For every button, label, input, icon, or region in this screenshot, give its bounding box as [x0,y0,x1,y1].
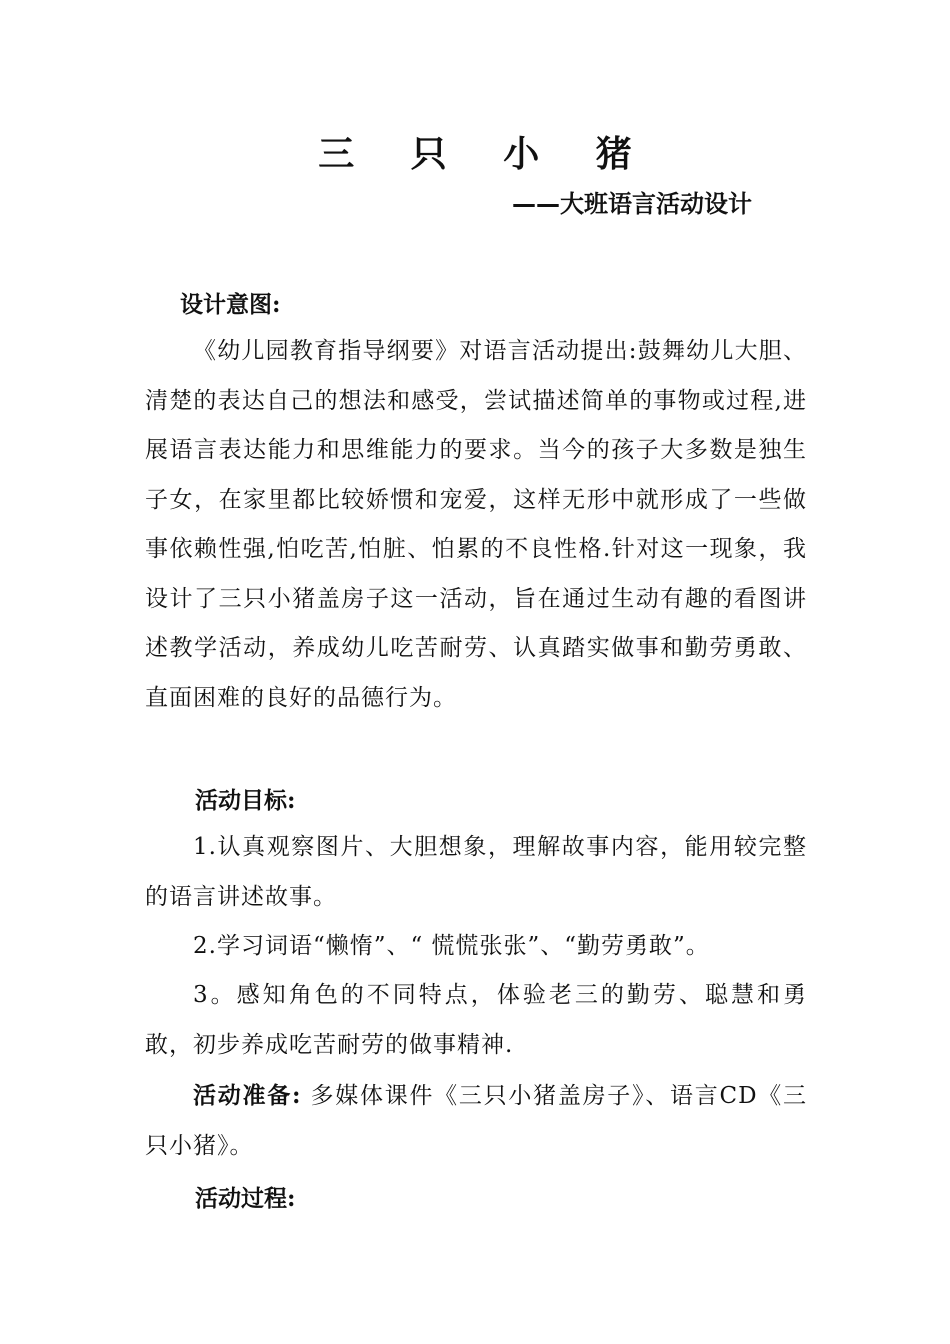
goal-1-paragraph: 1.认真观察图片、大胆想象，理解故事内容，能用较完整的语言讲述故事。 [145,834,807,910]
activity-prep-paragraph [145,1071,807,1171]
document-subtitle: ——大班语言活动设计 [512,190,752,218]
design-intent-heading: 设计意图: [180,291,281,318]
goal-2-paragraph: 2.学习词语“懒惰”、“ 慌慌张张”、“勤劳勇敢”。 [193,933,710,959]
design-intent-paragraph: 《幼儿园教育指导纲要》对语言活动提出:鼓舞幼儿大胆、清楚的表达自己的想法和感受，尝试描述简单的事物或过程,进展语言表达能力和思维能力的要求。当今的孩子大多数是独生子女，在家里都比较娇惯和宠爱，这样无形中就形成了一些做事依赖性强,怕吃苦,怕脏、怕累的不良性格.针对这一现象，我设计了三只小猪盖房子这一活动，旨在通过生动有趣的看图讲述教学活动，养成幼儿吃苦耐劳、认真踏实做事和勤劳勇敢、直面困难的良好的品德行为。 [145,338,807,711]
document-title: 三 只 小 猪 [318,134,654,175]
activity-goals-heading: 活动目标: [195,787,296,814]
goal-3-paragraph: 3。感知角色的不同特点，体验老三的勤劳、聪慧和勇敢，初步养成吃苦耐劳的做事精神. [145,982,807,1058]
activity-prep-text: 多媒体课件《三只小猪盖房子》、语言CD《三只小猪》。 [145,1083,807,1159]
activity-process-heading: 活动过程: [195,1185,296,1212]
activity-prep-label: 活动准备: [193,1082,302,1109]
